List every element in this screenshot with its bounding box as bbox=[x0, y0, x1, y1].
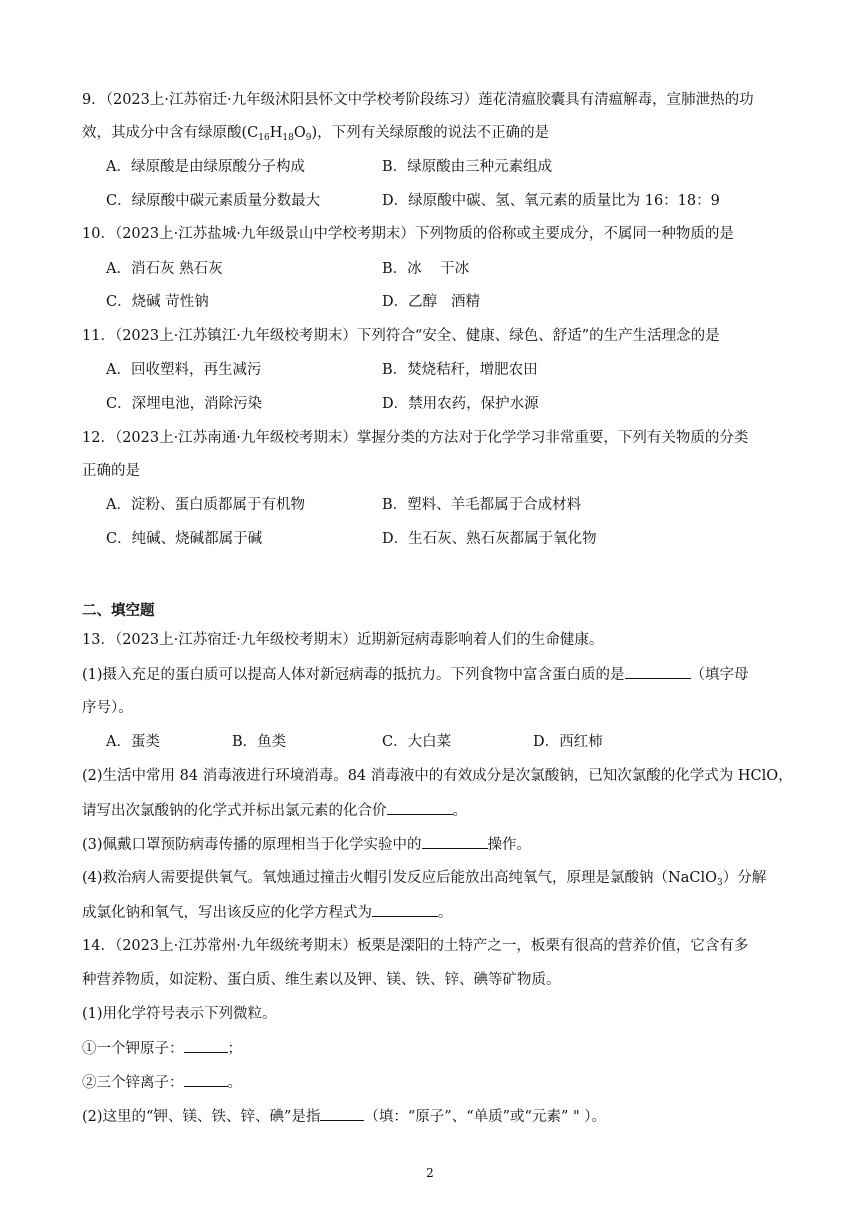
answer-blank[interactable] bbox=[625, 664, 691, 679]
q14-item2-text-a: ②三个锌离子： bbox=[82, 1075, 184, 1091]
formula-sub-h: 18 bbox=[282, 133, 294, 143]
answer-blank[interactable] bbox=[422, 834, 488, 849]
q13-part2-text-a: 请写出次氯酸钠的化学式并标出氯元素的化合价 bbox=[82, 803, 387, 819]
answer-blank[interactable] bbox=[320, 1106, 364, 1121]
q13-option-b: B．鱼类 bbox=[232, 734, 287, 750]
page-number: 2 bbox=[426, 1166, 434, 1180]
q12-option-d: D．生石灰、熟石灰都属于氧化物 bbox=[382, 531, 597, 547]
q13-part1-line2: 序号）。 bbox=[82, 700, 133, 716]
q13-part4-text-b: ）分解 bbox=[722, 870, 767, 886]
q14-item1-text-a: ①一个钾原子： bbox=[82, 1041, 184, 1057]
section-heading-fill-in: 二、填空题 bbox=[82, 602, 155, 619]
q9-stem-line2 bbox=[82, 123, 782, 143]
q10-option-d: D．乙醇 酒精 bbox=[382, 294, 480, 310]
q13-part2-line2 bbox=[82, 800, 782, 821]
q14-item1 bbox=[82, 1038, 782, 1059]
q12-option-b: B．塑料、羊毛都属于合成材料 bbox=[382, 497, 582, 513]
q12-stem-line2: 正确的是 bbox=[82, 463, 140, 479]
q9-stem-text-a: 效，其成分中含有绿原酸(C bbox=[82, 125, 259, 141]
answer-blank[interactable] bbox=[184, 1072, 228, 1087]
q9-option-a: A．绿原酸是由绿原酸分子构成 bbox=[106, 159, 305, 175]
q11-option-b: B．焚烧秸秆，增肥农田 bbox=[382, 362, 538, 378]
q9-stem-text-b: )，下列有关绿原酸的说法不正确的是 bbox=[311, 125, 550, 141]
q13-part4-line2-text-a: 成氯化钠和氧气，写出该反应的化学方程式为 bbox=[82, 905, 372, 921]
q11-stem: 11．（2023上·江苏镇江·九年级校考期末）下列符合“安全、健康、绿色、舒适”的生产生活理念的是 bbox=[82, 328, 720, 344]
q13-part4-line1 bbox=[82, 868, 782, 888]
q13-part4-line2-text-b: 。 bbox=[438, 905, 453, 921]
formula-h: H bbox=[269, 125, 283, 141]
q14-stem-line1: 14．（2023上·江苏常州·九年级统考期末）板栗是溧阳的土特产之一，板栗有很高的营养价值，它含有多 bbox=[82, 938, 749, 954]
formula-o: O bbox=[293, 125, 306, 141]
q12-option-c: C．纯碱、烧碱都属于碱 bbox=[106, 531, 263, 547]
q13-part3 bbox=[82, 834, 782, 855]
q12-option-a: A．淀粉、蛋白质都属于有机物 bbox=[106, 497, 305, 513]
q13-part4-line2 bbox=[82, 902, 782, 923]
formula-sub-c: 16 bbox=[258, 133, 270, 143]
q13-part3-text-b: 操作。 bbox=[487, 837, 532, 853]
answer-blank[interactable] bbox=[184, 1038, 228, 1053]
q9-stem-line1: 9．（2023上·江苏宿迁·九年级沭阳县怀文中学校考阶段练习）莲花清瘟胶囊具有清瘟解毒，宣肺泄热的功 bbox=[82, 92, 754, 108]
q14-item2 bbox=[82, 1072, 782, 1093]
q13-part1-text-a: (1)摄入充足的蛋白质可以提高人体对新冠病毒的抵抗力。下列食物中富含蛋白质的是 bbox=[82, 667, 625, 683]
q13-part1-text-b: （填字母 bbox=[690, 667, 749, 683]
q13-option-a: A．蛋类 bbox=[106, 734, 160, 750]
answer-blank[interactable] bbox=[372, 902, 438, 917]
answer-blank[interactable] bbox=[387, 800, 453, 815]
q13-part3-text-a: (3)佩戴口罩预防病毒传播的原理相当于化学实验中的 bbox=[82, 837, 422, 853]
formula-sub-o: 9 bbox=[305, 133, 312, 143]
q14-part2 bbox=[82, 1106, 782, 1127]
q10-stem: 10．（2023上·江苏盐城·九年级景山中学校考期末）下列物质的俗称或主要成分，不属同一种物质的是 bbox=[82, 226, 734, 242]
q13-option-c: C．大白菜 bbox=[382, 734, 452, 750]
q14-part2-text-a: (2)这里的“钾、镁、铁、锌、碘”是指 bbox=[82, 1109, 321, 1125]
q9-option-d: D．绿原酸中碳、氢、氧元素的质量比为 16：18：9 bbox=[382, 193, 720, 209]
q14-item2-text-b: 。 bbox=[227, 1075, 242, 1091]
q13-stem: 13．（2023上·江苏宿迁·九年级校考期末）近期新冠病毒影响着人们的生命健康。 bbox=[82, 632, 604, 648]
q13-option-d: D．西红柿 bbox=[533, 734, 603, 750]
q9-option-b: B．绿原酸由三种元素组成 bbox=[382, 159, 553, 175]
q10-option-a: A．消石灰 熟石灰 bbox=[106, 261, 223, 277]
q10-option-c: C．烧碱 苛性钠 bbox=[106, 294, 209, 310]
q14-part2-text-b: （填：“原子”、“单质”或“元素” " ）。 bbox=[364, 1109, 606, 1125]
q13-part1-line1 bbox=[82, 664, 782, 685]
q10-option-b: B．冰 干冰 bbox=[382, 261, 470, 277]
q14-part1: (1)用化学符号表示下列微粒。 bbox=[82, 1006, 277, 1022]
q13-part2-text-b: 。 bbox=[452, 803, 467, 819]
q11-option-c: C．深埋电池，消除污染 bbox=[106, 396, 263, 412]
q13-part4-text-a: (4)救治病人需要提供氧气。氧烛通过撞击火帽引发反应后能放出高纯氧气，原理是氯酸钠（NaClO bbox=[82, 870, 717, 886]
q11-option-a: A．回收塑料，再生减污 bbox=[106, 362, 262, 378]
formula-sub-o3: 3 bbox=[717, 878, 723, 888]
q14-stem-line2: 种营养物质，如淀粉、蛋白质、维生素以及钾、镁、铁、锌、碘等矿物质。 bbox=[82, 972, 561, 988]
q14-item1-text-b: ； bbox=[227, 1041, 242, 1057]
q12-stem-line1: 12．（2023上·江苏南通·九年级校考期末）掌握分类的方法对于化学学习非常重要，下列有关物质的分类 bbox=[82, 430, 749, 446]
q13-part2-line1: (2)生活中常用 84 消毒液进行环境消毒。84 消毒液中的有效成分是次氯酸钠，已知次氯酸的化学式为 HClO， bbox=[82, 768, 793, 784]
q11-option-d: D．禁用农药，保护水源 bbox=[382, 396, 539, 412]
q9-option-c: C．绿原酸中碳元素质量分数最大 bbox=[106, 193, 321, 209]
